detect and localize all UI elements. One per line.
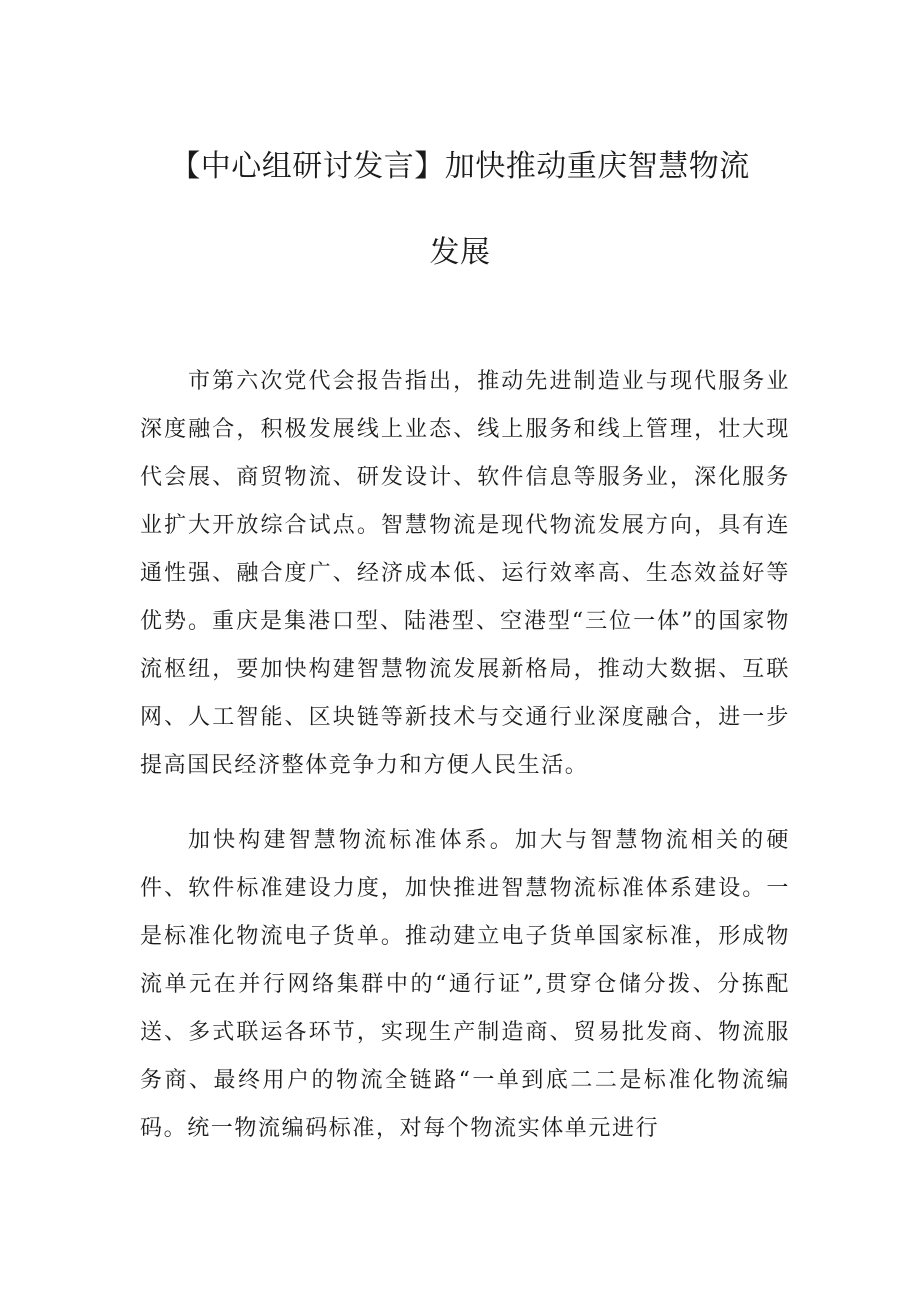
title-line-2: 发展 <box>429 235 491 270</box>
body-paragraph-1: 市第六次党代会报告指出，推动先进制造业与现代服务业深度融合，积极发展线上业态、线上服务和线上管理，壮大现代会展、商贸物流、研发设计、软件信息等服务业，深化服务业扩大开放综合试点。智慧物流是现代物流发展方向，具有连通性强、融合度广、经济成本低、运行效率高、生态效益好等优势。重庆是集港口型、陆港型、空港型“三位一体”的国家物流枢纽，要加快构建智慧物流发展新格局，推动大数据、互联网、人工智能、区块链等新技术与交通行业深度融合，进一步提高国民经济整体竞争力和方便人民生活。 <box>140 369 790 778</box>
title-line-1: 【中心组研讨发言】加快推动重庆智慧物流 <box>170 149 750 184</box>
body-paragraph-2: 加快构建智慧物流标准体系。加大与智慧物流相关的硬件、软件标准建设力度，加快推进智慧物流标准体系建设。一是标准化物流电子货单。推动建立电子货单国家标准，形成物流单元在并行网络集群中的“通行证”,贯穿仓储分拨、分拣配送、多式联运各环节，实现生产制造商、贸易批发商、物流服务商、最终用户的物流全链路“一单到底二二是标准化物流编码。统一物流编码标准，对每个物流实体单元进行 <box>140 828 790 1141</box>
